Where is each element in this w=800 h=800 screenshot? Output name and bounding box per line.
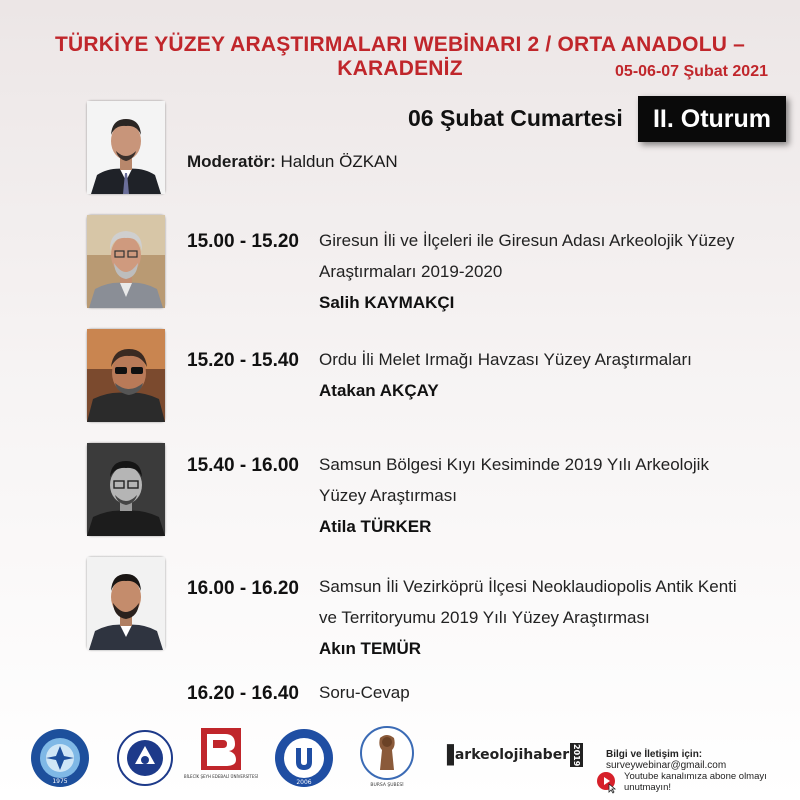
talk-title-line: ve Territoryumu 2019 Yılı Yüzey Araştırması bbox=[319, 608, 650, 627]
talk-item bbox=[319, 225, 734, 318]
talk-speaker: Atakan AKÇAY bbox=[319, 381, 439, 400]
arkeolojihaber-logo: ▐ arkeolojihaber 2019 bbox=[440, 744, 582, 767]
event-date: 05-06-07 Şubat 2021 bbox=[615, 63, 768, 80]
talk-time: 16.20 - 16.40 bbox=[187, 683, 299, 704]
talk-title-line: Samsun İli Vezirköprü İlçesi Neoklaudiopolis Antik Kenti bbox=[319, 577, 737, 596]
moderator-photo bbox=[87, 101, 165, 194]
session-label: II. Oturum bbox=[638, 96, 786, 142]
bursa-branch-text: BURSA ŞUBESİ bbox=[370, 783, 404, 788]
moderator-line bbox=[187, 152, 398, 172]
youtube-reminder[interactable] bbox=[596, 771, 800, 793]
talk-time: 15.20 - 15.40 bbox=[187, 350, 299, 371]
talk-item bbox=[319, 449, 709, 542]
talk-title-line: Giresun İli ve İlçeleri ile Giresun Adası Arkeolojik Yüzey bbox=[319, 231, 735, 250]
talk-time: 16.00 - 16.20 bbox=[187, 578, 299, 599]
speaker-photo-kaymakci bbox=[87, 215, 165, 308]
bursa-university-logo bbox=[117, 730, 173, 786]
contact-label: Bilgi ve İletişim için: bbox=[606, 749, 703, 760]
talk-speaker: Salih KAYMAKÇI bbox=[319, 293, 455, 312]
talk-title-line: Soru-Cevap bbox=[319, 683, 410, 702]
talk-item bbox=[319, 677, 410, 708]
contact-email[interactable]: surveywebinar@gmail.com bbox=[606, 760, 727, 771]
uludag-university-logo bbox=[30, 728, 90, 788]
talk-item bbox=[319, 571, 737, 664]
speaker-photo-akcay bbox=[87, 329, 165, 422]
speaker-photo-turker bbox=[87, 443, 165, 536]
arkeo-box: 2019 bbox=[572, 744, 582, 767]
session-day: 06 Şubat Cumartesi bbox=[408, 105, 623, 131]
bilecik-university-logo bbox=[183, 726, 259, 786]
talk-title-line: Samsun Bölgesi Kıyı Kesiminde 2019 Yılı Arkeolojik bbox=[319, 455, 709, 474]
talk-title-line: Araştırmaları 2019-2020 bbox=[319, 262, 503, 281]
usak-university-logo bbox=[274, 728, 334, 788]
youtube-text: Youtube kanalımıza abone olmayı unutmayın! bbox=[624, 771, 767, 793]
contact-info bbox=[606, 749, 800, 771]
talk-item bbox=[319, 344, 692, 406]
moderator-name: Haldun ÖZKAN bbox=[280, 152, 398, 171]
youtube-subscribe-icon[interactable] bbox=[596, 771, 618, 793]
talk-time: 15.40 - 16.00 bbox=[187, 455, 299, 476]
talk-title-line: Ordu İli Melet Irmağı Havzası Yüzey Araştırmaları bbox=[319, 350, 692, 369]
talk-time: 15.00 - 15.20 bbox=[187, 231, 299, 252]
talk-speaker: Akın TEMÜR bbox=[319, 639, 421, 658]
bilecik-text: BİLECİK ŞEYH EDEBALİ ÜNİVERSİTESİ bbox=[183, 774, 259, 779]
bursa-branch-logo bbox=[358, 726, 416, 788]
talk-speaker: Atila TÜRKER bbox=[319, 517, 432, 536]
moderator-label: Moderatör: bbox=[187, 152, 276, 171]
page-title: TÜRKİYE YÜZEY ARAŞTIRMALARI WEBİNARI 2 / ORTA ANADOLU – KARADENİZ bbox=[54, 33, 746, 80]
usak-year: 2006 bbox=[296, 779, 312, 786]
uludag-year: 1975 bbox=[52, 778, 68, 785]
speaker-photo-temur bbox=[87, 557, 165, 650]
talk-title-line: Yüzey Araştırması bbox=[319, 486, 457, 505]
arkeo-brand: arkeolojihaber bbox=[454, 747, 570, 764]
